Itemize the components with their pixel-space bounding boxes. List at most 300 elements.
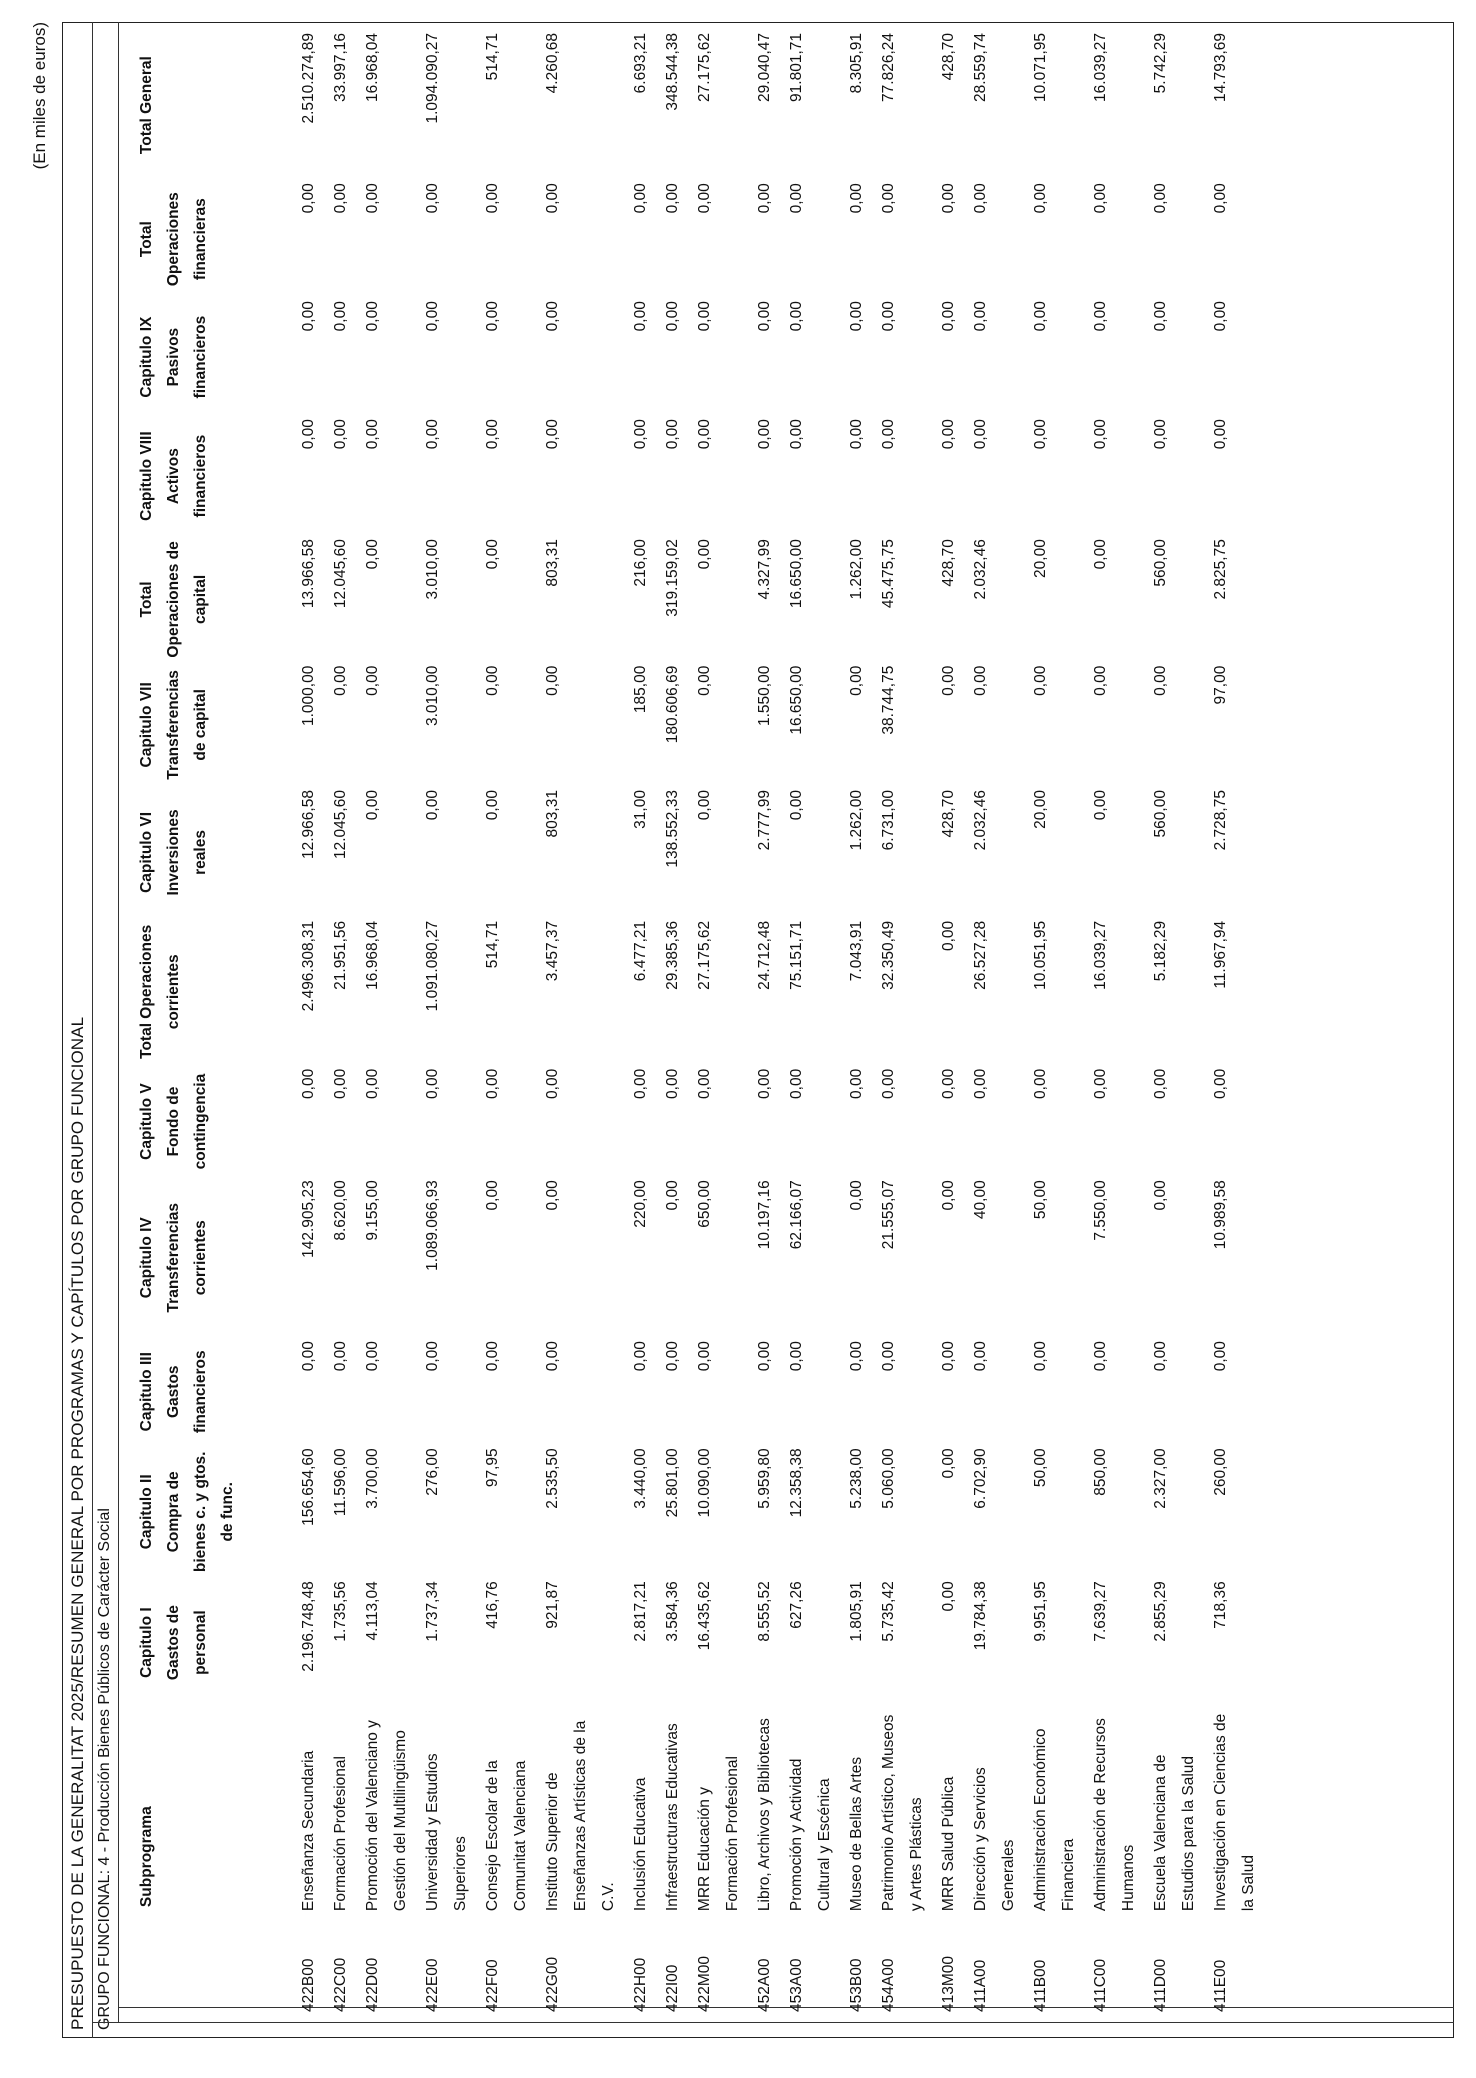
cell-value: 0,00 bbox=[1212, 419, 1229, 450]
cell-value: 0,00 bbox=[1032, 665, 1049, 696]
cell-value: 9.155,00 bbox=[364, 1180, 381, 1241]
cell-value: 19.784,38 bbox=[972, 1581, 989, 1651]
cell-value: 0,00 bbox=[940, 1068, 957, 1099]
cell-value: 514,71 bbox=[484, 920, 501, 969]
cell-value: 16.650,00 bbox=[788, 539, 805, 609]
column-header: Total Operaciones corrientes bbox=[138, 924, 182, 1059]
cell-value: 5.959,80 bbox=[756, 1448, 773, 1509]
cell-value: 12.045,60 bbox=[332, 539, 349, 609]
cell-value: 32.350,49 bbox=[880, 920, 897, 990]
row-code: 453A00 bbox=[788, 1958, 805, 2012]
cell-value: 0,00 bbox=[424, 183, 441, 214]
cell-value: 0,00 bbox=[788, 1341, 805, 1372]
table-header bbox=[128, 30, 293, 2020]
cell-value: 31,00 bbox=[632, 790, 649, 829]
cell-value: 0,00 bbox=[484, 1180, 501, 1211]
row-subprograma: Inclusión Educativa bbox=[632, 1777, 649, 1912]
cell-value: 40,00 bbox=[972, 1180, 989, 1220]
column-header: Total Operaciones financieras bbox=[138, 192, 209, 287]
cell-value: 2.777,99 bbox=[756, 790, 773, 851]
cell-value: 0,00 bbox=[1092, 539, 1109, 570]
cell-value: 319.159,02 bbox=[664, 539, 681, 617]
cell-value: 0,00 bbox=[1092, 419, 1109, 450]
cell-value: 560,00 bbox=[1152, 539, 1169, 587]
cell-value: 650,00 bbox=[696, 1180, 713, 1228]
cell-value: 0,00 bbox=[940, 920, 957, 952]
cell-value: 0,00 bbox=[332, 301, 349, 332]
cell-value: 77.826,24 bbox=[880, 33, 897, 102]
cell-value: 0,00 bbox=[848, 301, 865, 332]
cell-value: 0,00 bbox=[300, 183, 317, 214]
cell-value: 0,00 bbox=[848, 183, 865, 214]
row-code: 413M00 bbox=[940, 1955, 957, 2012]
cell-value: 0,00 bbox=[664, 419, 681, 450]
cell-value: 50,00 bbox=[1032, 1448, 1049, 1488]
row-code: 422H00 bbox=[632, 1957, 649, 2012]
cell-value: 0,00 bbox=[332, 1068, 349, 1099]
cell-value: 8.305,91 bbox=[848, 33, 865, 94]
cell-value: 0,00 bbox=[1212, 183, 1229, 214]
table-row bbox=[749, 30, 781, 2020]
cell-value: 0,00 bbox=[364, 665, 381, 696]
cell-value: 2.327,00 bbox=[1152, 1448, 1169, 1509]
cell-value: 1.094.090,27 bbox=[424, 33, 441, 124]
cell-value: 62.166,07 bbox=[788, 1180, 805, 1250]
cell-value: 0,00 bbox=[756, 1068, 773, 1099]
cell-value: 0,00 bbox=[788, 1068, 805, 1099]
cell-value: 11.967,94 bbox=[1212, 920, 1229, 989]
cell-value: 24.712,48 bbox=[756, 920, 773, 990]
cell-value: 216,00 bbox=[632, 539, 649, 587]
cell-value: 0,00 bbox=[664, 1341, 681, 1372]
cell-value: 10.090,00 bbox=[696, 1448, 713, 1518]
cell-value: 2.825,75 bbox=[1212, 539, 1229, 600]
row-code: 422M00 bbox=[696, 1955, 713, 2012]
header-code-blank bbox=[128, 1917, 293, 2020]
cell-value: 1.089.066,93 bbox=[424, 1180, 441, 1271]
cell-value: 2.535,50 bbox=[544, 1448, 561, 1509]
cell-value: 1.091.080,27 bbox=[424, 920, 441, 1012]
cell-value: 0,00 bbox=[1092, 183, 1109, 214]
cell-value: 5.238,00 bbox=[848, 1448, 865, 1509]
cell-value: 0,00 bbox=[544, 1341, 561, 1372]
column-header: Total General bbox=[138, 56, 155, 155]
cell-value: 138.552,33 bbox=[664, 790, 681, 868]
cell-value: 0,00 bbox=[332, 1341, 349, 1372]
cell-value: 0,00 bbox=[788, 301, 805, 332]
cell-value: 2.855,29 bbox=[1152, 1581, 1169, 1642]
cell-value: 20,00 bbox=[1032, 790, 1049, 829]
cell-value: 0,00 bbox=[940, 1581, 957, 1612]
cell-value: 7.043,91 bbox=[848, 920, 865, 982]
row-code: 453B00 bbox=[848, 1958, 865, 2012]
cell-value: 1.000,00 bbox=[300, 665, 317, 727]
cell-value: 0,00 bbox=[484, 665, 501, 696]
table-row bbox=[689, 30, 749, 2020]
cell-value: 276,00 bbox=[424, 1448, 441, 1496]
cell-value: 10.989,58 bbox=[1212, 1180, 1229, 1250]
cell-value: 0,00 bbox=[880, 419, 897, 450]
cell-value: 0,00 bbox=[848, 419, 865, 450]
cell-value: 0,00 bbox=[484, 1068, 501, 1099]
cell-value: 220,00 bbox=[632, 1180, 649, 1228]
column-header: Total Operaciones de capital bbox=[138, 541, 209, 658]
unit-note: (En miles de euros) bbox=[30, 22, 49, 170]
cell-value: 6.702,90 bbox=[972, 1448, 989, 1509]
cell-value: 25.801,00 bbox=[664, 1448, 681, 1518]
row-subprograma: Investigación en Ciencias de la Salud bbox=[1212, 1713, 1257, 1912]
column-header: Capitulo V Fondo de contingencia bbox=[138, 1073, 209, 1170]
column-header: Capitulo VIII Activos financieros bbox=[138, 431, 209, 521]
column-header: Capitulo IV Transferencias corrientes bbox=[138, 1203, 209, 1313]
cell-value: 33.997,16 bbox=[332, 33, 349, 102]
cell-value: 0,00 bbox=[300, 1341, 317, 1372]
cell-value: 38.744,75 bbox=[880, 665, 897, 735]
cell-value: 0,00 bbox=[632, 301, 649, 332]
row-code: 422E00 bbox=[424, 1958, 441, 2012]
cell-value: 0,00 bbox=[1152, 183, 1169, 214]
column-header: Capitulo III Gastos financieros bbox=[138, 1350, 209, 1434]
cell-value: 5.742,29 bbox=[1152, 33, 1169, 94]
divider bbox=[92, 22, 93, 2038]
table-row bbox=[1025, 30, 1085, 2020]
cell-value: 0,00 bbox=[1032, 183, 1049, 214]
cell-value: 0,00 bbox=[696, 790, 713, 821]
column-header: Capitulo VII Transferencias de capital bbox=[138, 670, 209, 780]
cell-value: 12.045,60 bbox=[332, 790, 349, 860]
cell-value: 8.620,00 bbox=[332, 1180, 349, 1241]
row-subprograma: Universidad y Estudios Superiores bbox=[424, 1753, 469, 1912]
table-row bbox=[1205, 30, 1265, 2020]
cell-value: 14.793,69 bbox=[1212, 33, 1229, 102]
table-row bbox=[293, 30, 325, 2020]
cell-value: 1.805,91 bbox=[848, 1581, 865, 1642]
cell-value: 428,70 bbox=[940, 539, 957, 587]
cell-value: 0,00 bbox=[544, 665, 561, 696]
row-subprograma: Escuela Valenciana de Estudios para la Salud bbox=[1152, 1754, 1197, 1912]
table-row bbox=[477, 30, 537, 2020]
cell-value: 4.113,04 bbox=[364, 1581, 381, 1641]
cell-value: 0,00 bbox=[484, 301, 501, 332]
row-subprograma: Patrimonio Artístico, Museos y Artes Plásticas bbox=[880, 1714, 925, 1912]
cell-value: 156.654,60 bbox=[300, 1448, 317, 1526]
cell-value: 0,00 bbox=[972, 1341, 989, 1372]
cell-value: 0,00 bbox=[1092, 790, 1109, 821]
column-header: Capitulo II Compra de bienes c. y gtos. de func. bbox=[138, 1451, 236, 1573]
cell-value: 5.182,29 bbox=[1152, 920, 1169, 982]
cell-value: 803,31 bbox=[544, 790, 561, 838]
row-subprograma: Administración de Recursos Humanos bbox=[1092, 1718, 1137, 1912]
budget-table bbox=[128, 30, 1265, 2020]
cell-value: 0,00 bbox=[1032, 1068, 1049, 1099]
cell-value: 0,00 bbox=[1152, 1341, 1169, 1372]
column-header: Capitulo IX Pasivos financieros bbox=[138, 315, 209, 399]
cell-value: 16.968,04 bbox=[364, 920, 381, 990]
cell-value: 0,00 bbox=[696, 301, 713, 332]
cell-value: 0,00 bbox=[632, 1341, 649, 1372]
row-subprograma: Administración Económico Financiera bbox=[1032, 1728, 1077, 1912]
cell-value: 97,95 bbox=[484, 1448, 501, 1488]
cell-value: 7.639,27 bbox=[1092, 1581, 1109, 1642]
row-code: 411B00 bbox=[1032, 1959, 1049, 2012]
row-subprograma: MRR Educación y Formación Profesional bbox=[696, 1756, 741, 1912]
cell-value: 0,00 bbox=[940, 301, 957, 332]
cell-value: 16.435,62 bbox=[696, 1581, 713, 1651]
cell-value: 0,00 bbox=[1152, 419, 1169, 450]
cell-value: 0,00 bbox=[972, 301, 989, 332]
cell-value: 0,00 bbox=[332, 419, 349, 450]
cell-value: 0,00 bbox=[484, 419, 501, 450]
cell-value: 0,00 bbox=[332, 183, 349, 214]
cell-value: 0,00 bbox=[632, 183, 649, 214]
cell-value: 2.510.274,89 bbox=[300, 33, 317, 124]
cell-value: 428,70 bbox=[940, 33, 957, 81]
cell-value: 2.817,21 bbox=[632, 1581, 649, 1642]
row-code: 454A00 bbox=[880, 1958, 897, 2012]
row-subprograma: Museo de Bellas Artes bbox=[848, 1756, 865, 1912]
cell-value: 0,00 bbox=[696, 1068, 713, 1099]
cell-value: 0,00 bbox=[1152, 301, 1169, 332]
cell-value: 16.968,04 bbox=[364, 33, 381, 102]
cell-value: 0,00 bbox=[484, 790, 501, 821]
cell-value: 0,00 bbox=[1032, 301, 1049, 332]
cell-value: 27.175,62 bbox=[696, 33, 713, 102]
cell-value: 9.951,95 bbox=[1032, 1581, 1049, 1642]
cell-value: 0,00 bbox=[696, 665, 713, 696]
cell-value: 718,36 bbox=[1212, 1581, 1229, 1629]
cell-value: 0,00 bbox=[300, 1068, 317, 1099]
cell-value: 3.584,36 bbox=[664, 1581, 681, 1642]
column-header: Capitulo VI Inversiones reales bbox=[138, 809, 209, 896]
cell-value: 180.606,69 bbox=[664, 665, 681, 744]
cell-value: 0,00 bbox=[880, 301, 897, 332]
cell-value: 0,00 bbox=[1212, 1068, 1229, 1099]
cell-value: 0,00 bbox=[1212, 1341, 1229, 1372]
row-subprograma: Enseñanza Secundaria bbox=[300, 1750, 317, 1912]
cell-value: 10.197,16 bbox=[756, 1180, 773, 1250]
cell-value: 26.527,28 bbox=[972, 920, 989, 990]
cell-value: 2.032,46 bbox=[972, 790, 989, 851]
cell-value: 0,00 bbox=[364, 539, 381, 570]
row-subprograma: Promoción y Actividad Cultural y Escénica bbox=[788, 1758, 833, 1912]
table-row bbox=[965, 30, 1025, 2020]
cell-value: 3.700,00 bbox=[364, 1448, 381, 1509]
cell-value: 348.544,38 bbox=[664, 33, 681, 111]
table-row bbox=[781, 30, 841, 2020]
row-code: 422B00 bbox=[300, 1958, 317, 2012]
cell-value: 0,00 bbox=[1032, 1341, 1049, 1372]
cell-value: 1.262,00 bbox=[848, 539, 865, 600]
cell-value: 0,00 bbox=[940, 183, 957, 214]
row-code: 422I00 bbox=[664, 1964, 681, 2012]
cell-value: 28.559,74 bbox=[972, 33, 989, 102]
cell-value: 0,00 bbox=[364, 1341, 381, 1372]
cell-value: 6.477,21 bbox=[632, 920, 649, 982]
cell-value: 428,70 bbox=[940, 790, 957, 838]
cell-value: 3.457,37 bbox=[544, 920, 561, 982]
cell-value: 0,00 bbox=[1152, 1068, 1169, 1099]
cell-value: 2.196.748,48 bbox=[300, 1581, 317, 1672]
row-code: 411A00 bbox=[972, 1959, 989, 2012]
cell-value: 0,00 bbox=[1092, 665, 1109, 696]
cell-value: 0,00 bbox=[1152, 665, 1169, 696]
cell-value: 0,00 bbox=[848, 1341, 865, 1372]
cell-value: 0,00 bbox=[972, 183, 989, 214]
cell-value: 12.358,38 bbox=[788, 1448, 805, 1518]
cell-value: 21.951,56 bbox=[332, 920, 349, 990]
cell-value: 0,00 bbox=[664, 301, 681, 332]
cell-value: 0,00 bbox=[696, 419, 713, 450]
cell-value: 0,00 bbox=[880, 183, 897, 214]
cell-value: 12.966,58 bbox=[300, 790, 317, 860]
cell-value: 21.555,07 bbox=[880, 1180, 897, 1250]
table-row bbox=[873, 30, 933, 2020]
cell-value: 1.737,34 bbox=[424, 1581, 441, 1642]
row-subprograma: Instituto Superior de Enseñanzas Artísticas de la C.V. bbox=[544, 1720, 617, 1912]
cell-value: 29.040,47 bbox=[756, 33, 773, 102]
cell-value: 29.385,36 bbox=[664, 920, 681, 990]
cell-value: 0,00 bbox=[632, 1068, 649, 1099]
cell-value: 5.735,42 bbox=[880, 1581, 897, 1642]
cell-value: 0,00 bbox=[788, 183, 805, 214]
row-code: 411E00 bbox=[1212, 1959, 1229, 2012]
cell-value: 1.262,00 bbox=[848, 790, 865, 851]
cell-value: 142.905,23 bbox=[300, 1180, 317, 1258]
cell-value: 6.731,00 bbox=[880, 790, 897, 851]
grupo-funcional: GRUPO FUNCIONAL: 4 - Producción Bienes Públicos de Carácter Social bbox=[96, 1508, 113, 2030]
row-subprograma: Consejo Escolar de la Comunitat Valenciana bbox=[484, 1760, 529, 1912]
cell-value: 0,00 bbox=[1212, 301, 1229, 332]
cell-value: 0,00 bbox=[696, 539, 713, 570]
cell-value: 0,00 bbox=[1152, 1180, 1169, 1211]
row-code: 411C00 bbox=[1092, 1958, 1109, 2012]
row-subprograma: Libro, Archivos y Bibliotecas bbox=[756, 1718, 773, 1912]
cell-value: 0,00 bbox=[972, 419, 989, 450]
cell-value: 0,00 bbox=[544, 1180, 561, 1211]
cell-value: 0,00 bbox=[544, 1068, 561, 1099]
cell-value: 0,00 bbox=[972, 665, 989, 696]
table-row bbox=[537, 30, 625, 2020]
cell-value: 0,00 bbox=[848, 1068, 865, 1099]
cell-value: 0,00 bbox=[544, 183, 561, 214]
cell-value: 0,00 bbox=[364, 419, 381, 450]
table-row bbox=[357, 30, 417, 2020]
cell-value: 50,00 bbox=[1032, 1180, 1049, 1220]
table-row bbox=[417, 30, 477, 2020]
row-code: 452A00 bbox=[756, 1958, 773, 2012]
cell-value: 0,00 bbox=[424, 301, 441, 332]
cell-value: 0,00 bbox=[756, 183, 773, 214]
cell-value: 16.039,27 bbox=[1092, 920, 1109, 990]
cell-value: 260,00 bbox=[1212, 1448, 1229, 1496]
cell-value: 11.596,00 bbox=[332, 1448, 349, 1517]
cell-value: 0,00 bbox=[364, 183, 381, 214]
divider bbox=[92, 2022, 1454, 2023]
cell-value: 0,00 bbox=[880, 1068, 897, 1099]
cell-value: 20,00 bbox=[1032, 539, 1049, 578]
cell-value: 27.175,62 bbox=[696, 920, 713, 990]
cell-value: 0,00 bbox=[364, 301, 381, 332]
cell-value: 3.010,00 bbox=[424, 665, 441, 727]
cell-value: 0,00 bbox=[756, 419, 773, 450]
cell-value: 1.550,00 bbox=[756, 665, 773, 727]
cell-value: 10.051,95 bbox=[1032, 920, 1049, 990]
cell-value: 10.071,95 bbox=[1032, 33, 1049, 102]
cell-value: 4.327,99 bbox=[756, 539, 773, 600]
cell-value: 0,00 bbox=[484, 183, 501, 214]
cell-value: 16.039,27 bbox=[1092, 33, 1109, 102]
row-subprograma: Dirección y Servicios Generales bbox=[972, 1767, 1017, 1912]
table-row bbox=[625, 30, 657, 2020]
cell-value: 0,00 bbox=[880, 1341, 897, 1372]
row-code: 411D00 bbox=[1152, 1958, 1169, 2012]
cell-value: 7.550,00 bbox=[1092, 1180, 1109, 1241]
cell-value: 16.650,00 bbox=[788, 665, 805, 735]
table-row bbox=[841, 30, 873, 2020]
cell-value: 0,00 bbox=[332, 665, 349, 696]
cell-value: 0,00 bbox=[940, 1341, 957, 1372]
cell-value: 4.260,68 bbox=[544, 33, 561, 94]
column-header: Capitulo I Gastos de personal bbox=[138, 1605, 209, 1681]
cell-value: 97,00 bbox=[1212, 665, 1229, 705]
table-row bbox=[1085, 30, 1145, 2020]
cell-value: 45.475,75 bbox=[880, 539, 897, 609]
cell-value: 1.735,56 bbox=[332, 1581, 349, 1642]
cell-value: 0,00 bbox=[664, 183, 681, 214]
cell-value: 3.010,00 bbox=[424, 539, 441, 600]
cell-value: 627,26 bbox=[788, 1581, 805, 1629]
cell-value: 8.555,52 bbox=[756, 1581, 773, 1642]
cell-value: 0,00 bbox=[424, 790, 441, 821]
row-code: 422F00 bbox=[484, 1959, 501, 2012]
cell-value: 0,00 bbox=[1032, 419, 1049, 450]
cell-value: 6.693,21 bbox=[632, 33, 649, 94]
cell-value: 0,00 bbox=[788, 419, 805, 450]
cell-value: 0,00 bbox=[300, 419, 317, 450]
cell-value: 416,76 bbox=[484, 1581, 501, 1629]
row-code: 422C00 bbox=[332, 1957, 349, 2012]
cell-value: 0,00 bbox=[756, 301, 773, 332]
cell-value: 0,00 bbox=[484, 1341, 501, 1372]
table-row bbox=[1145, 30, 1205, 2020]
cell-value: 0,00 bbox=[664, 1068, 681, 1099]
cell-value: 91.801,71 bbox=[788, 33, 805, 102]
cell-value: 0,00 bbox=[756, 1341, 773, 1372]
cell-value: 3.440,00 bbox=[632, 1448, 649, 1509]
cell-value: 560,00 bbox=[1152, 790, 1169, 838]
cell-value: 0,00 bbox=[544, 301, 561, 332]
cell-value: 850,00 bbox=[1092, 1448, 1109, 1496]
cell-value: 0,00 bbox=[364, 1068, 381, 1099]
cell-value: 0,00 bbox=[1092, 301, 1109, 332]
row-subprograma: Infraestructuras Educativas bbox=[664, 1723, 681, 1912]
cell-value: 0,00 bbox=[940, 1180, 957, 1211]
table-row bbox=[657, 30, 689, 2020]
cell-value: 0,00 bbox=[364, 790, 381, 821]
cell-value: 921,87 bbox=[544, 1581, 561, 1629]
cell-value: 5.060,00 bbox=[880, 1448, 897, 1509]
cell-value: 0,00 bbox=[848, 1180, 865, 1211]
table-row bbox=[325, 30, 357, 2020]
row-subprograma: Promoción del Valenciano y Gestión del Multilingüismo bbox=[364, 1720, 409, 1912]
cell-value: 2.496.308,31 bbox=[300, 920, 317, 1012]
cell-value: 0,00 bbox=[484, 539, 501, 570]
cell-value: 0,00 bbox=[1092, 1341, 1109, 1372]
cell-value: 0,00 bbox=[424, 419, 441, 450]
table-body bbox=[293, 30, 1265, 2020]
cell-value: 185,00 bbox=[632, 665, 649, 714]
divider bbox=[118, 22, 119, 2023]
